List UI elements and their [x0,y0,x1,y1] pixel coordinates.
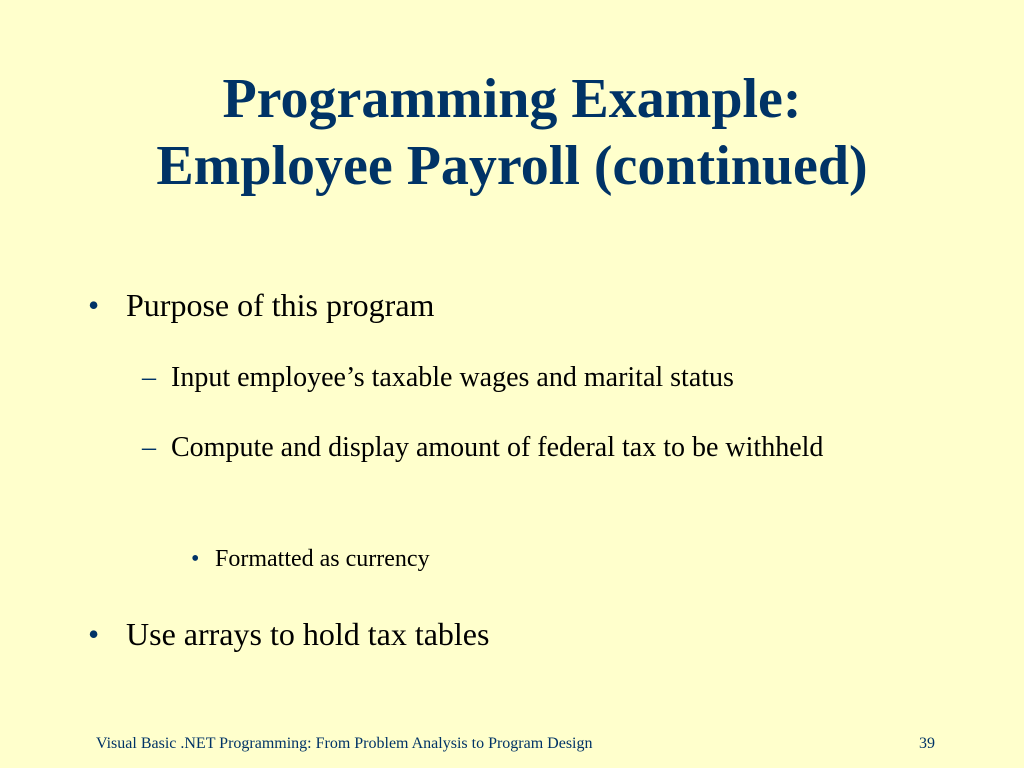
sub-sub-bullet-text: Formatted as currency [215,546,430,572]
slide-title [0,66,1024,200]
sub-bullet-input [142,356,931,400]
bullet-arrays [88,615,489,653]
sub-bullet-text: Input employee’s taxable wages and marital status [171,362,734,393]
sub-bullet-compute [142,426,931,470]
dash-marker: – [142,432,156,463]
dash-marker: – [142,362,156,393]
bullet-marker: • [88,616,100,652]
slide-title-line-1: Programming Example: [222,68,802,130]
bullet-marker: • [88,287,100,323]
sub-sub-bullet-currency [191,544,430,574]
bullet-text: Purpose of this program [126,287,435,323]
sub-bullet-text: Compute and display amount of federal tax to be withheld [171,432,824,463]
bullet-purpose [88,286,434,324]
bullet-text: Use arrays to hold tax tables [126,616,490,652]
slide-title-line-2: Employee Payroll (continued) [156,135,868,197]
footer-course-title: Visual Basic .NET Programming: From Problem Analysis to Program Design [96,735,593,752]
footer-page-number: 39 [919,735,935,752]
bullet-marker: • [191,546,200,572]
